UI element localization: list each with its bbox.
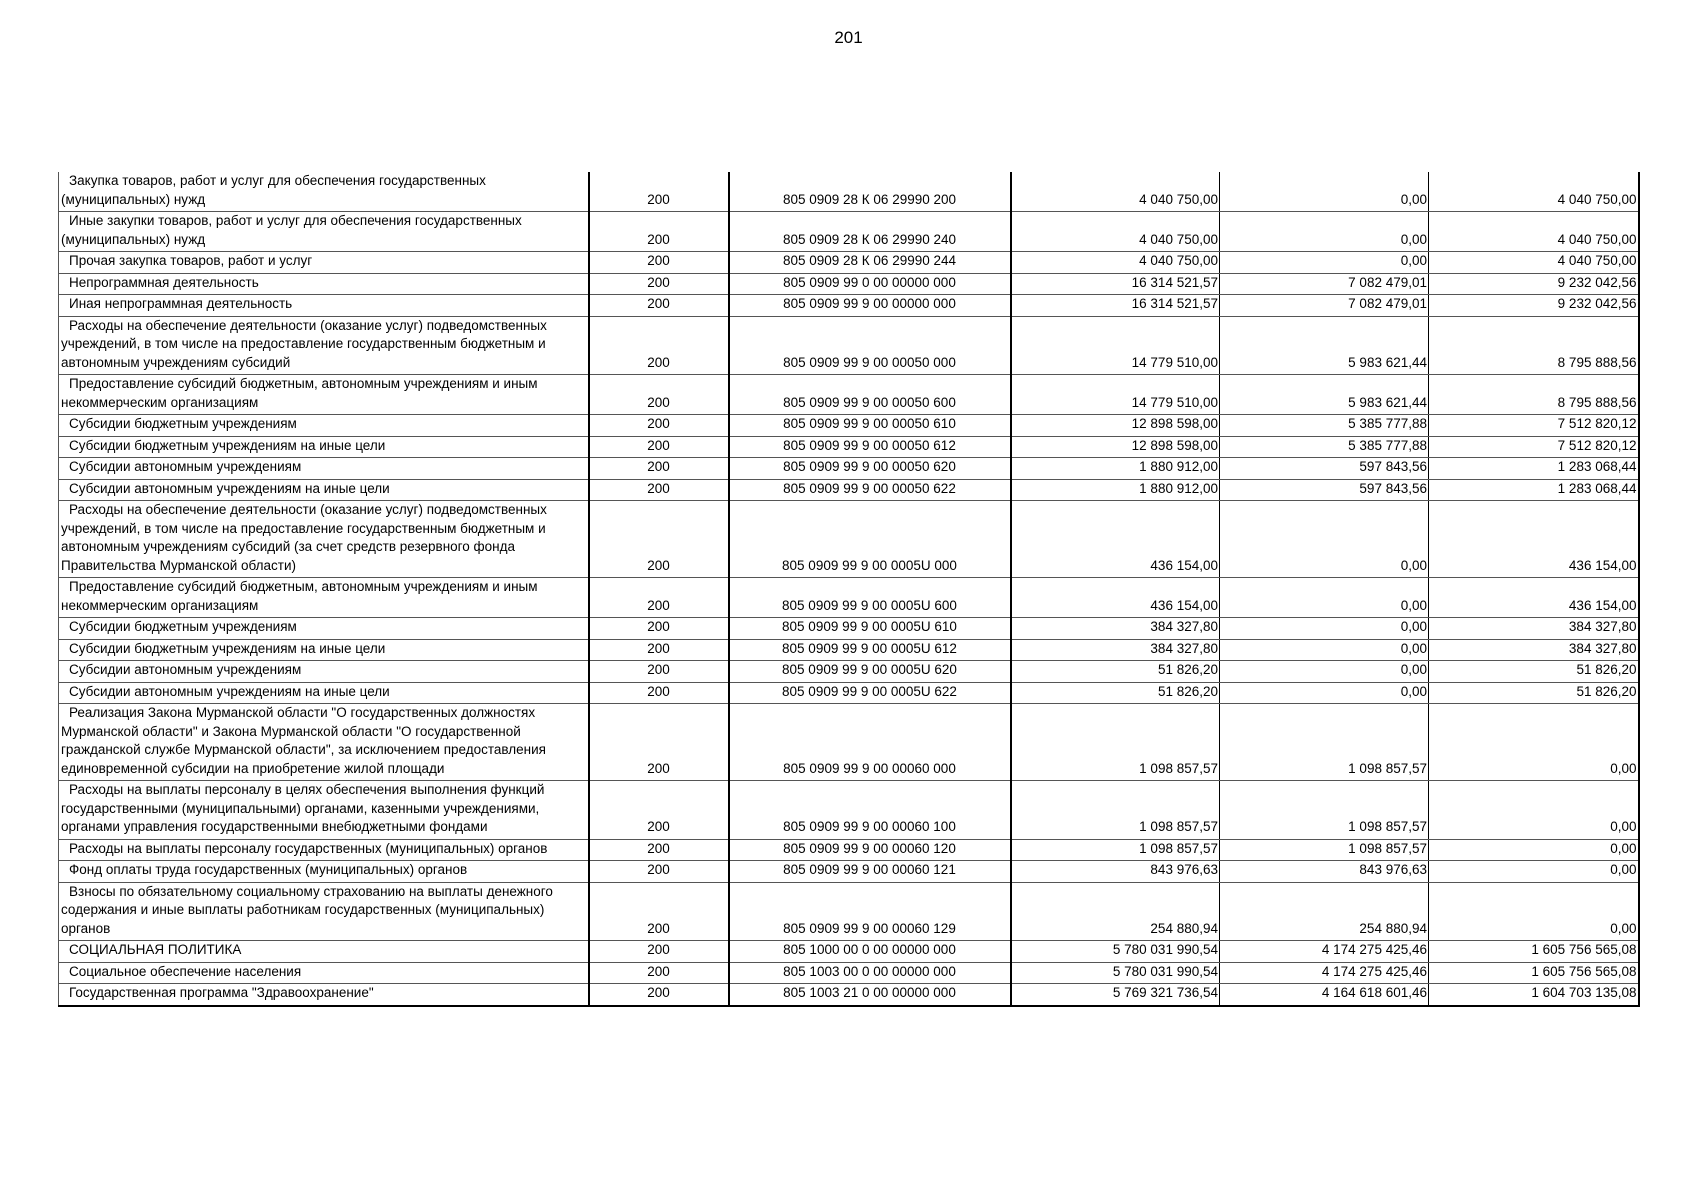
value-2-cell: 254 880,94 (1220, 882, 1429, 941)
table-row (59, 212, 1639, 252)
value-2-cell: 0,00 (1220, 252, 1429, 274)
value-3-cell: 51 826,20 (1429, 661, 1639, 683)
classification-cell: 805 0909 99 9 00 0005U 620 (729, 661, 1011, 683)
code-cell: 200 (589, 252, 729, 274)
value-3-cell: 1 605 756 565,08 (1429, 941, 1639, 963)
value-3-cell: 0,00 (1429, 704, 1639, 781)
expense-name-cell: Субсидии бюджетным учреждениям на иные цели (59, 436, 589, 458)
expense-name-cell: Фонд оплаты труда государственных (муниципальных) органов (59, 861, 589, 883)
classification-cell: 805 0909 99 9 00 0005U 612 (729, 639, 1011, 661)
value-1-cell: 843 976,63 (1011, 861, 1220, 883)
code-cell: 200 (589, 781, 729, 840)
value-3-cell: 7 512 820,12 (1429, 436, 1639, 458)
value-1-cell: 1 880 912,00 (1011, 479, 1220, 501)
classification-cell: 805 0909 99 9 00 00050 600 (729, 375, 1011, 415)
value-3-cell: 0,00 (1429, 781, 1639, 840)
expense-name-cell: Взносы по обязательному социальному страхованию на выплаты денежного содержания и иные выплаты работникам государственных (муниципальных) органов (59, 882, 589, 941)
code-cell: 200 (589, 639, 729, 661)
budget-table (58, 172, 1640, 1007)
value-2-cell: 5 983 621,44 (1220, 316, 1429, 375)
code-cell: 200 (589, 704, 729, 781)
code-cell: 200 (589, 861, 729, 883)
classification-cell: 805 0909 99 9 00 0005U 610 (729, 618, 1011, 640)
expense-name-cell: Расходы на выплаты персоналу в целях обеспечения выполнения функций государственными (муниципальными) органами, казенными учреждениями, органами управления государственными внебюджетными фондами (59, 781, 589, 840)
value-1-cell: 4 040 750,00 (1011, 212, 1220, 252)
table-row (59, 578, 1639, 618)
value-1-cell: 436 154,00 (1011, 578, 1220, 618)
table-row (59, 375, 1639, 415)
table-row (59, 273, 1639, 295)
value-2-cell: 0,00 (1220, 682, 1429, 704)
classification-cell: 805 0909 99 0 00 00000 000 (729, 273, 1011, 295)
expense-name-cell: Расходы на обеспечение деятельности (оказание услуг) подведомственных учреждений, в том числе на предоставление государственным бюджетным и автономным учреждениям субсидий (за счет средств резервного фонда Правительства Мурманской области) (59, 501, 589, 578)
expense-name-cell: Расходы на выплаты персоналу государственных (муниципальных) органов (59, 839, 589, 861)
table-row (59, 839, 1639, 861)
value-3-cell: 8 795 888,56 (1429, 375, 1639, 415)
value-2-cell: 0,00 (1220, 639, 1429, 661)
value-3-cell: 0,00 (1429, 861, 1639, 883)
value-3-cell: 0,00 (1429, 882, 1639, 941)
value-2-cell: 1 098 857,57 (1220, 704, 1429, 781)
value-3-cell: 0,00 (1429, 839, 1639, 861)
value-3-cell: 1 604 703 135,08 (1429, 984, 1639, 1006)
table-row (59, 962, 1639, 984)
table-row (59, 479, 1639, 501)
expense-name-cell: Субсидии автономным учреждениям (59, 458, 589, 480)
value-2-cell: 4 174 275 425,46 (1220, 962, 1429, 984)
value-2-cell: 7 082 479,01 (1220, 295, 1429, 317)
expense-name-cell: Предоставление субсидий бюджетным, автономным учреждениям и иным некоммерческим организациям (59, 375, 589, 415)
classification-cell: 805 0909 99 9 00 00050 612 (729, 436, 1011, 458)
classification-cell: 805 1003 21 0 00 00000 000 (729, 984, 1011, 1006)
code-cell: 200 (589, 882, 729, 941)
classification-cell: 805 0909 28 К 06 29990 240 (729, 212, 1011, 252)
value-3-cell: 4 040 750,00 (1429, 252, 1639, 274)
value-1-cell: 4 040 750,00 (1011, 252, 1220, 274)
value-2-cell: 597 843,56 (1220, 479, 1429, 501)
table-row (59, 458, 1639, 480)
table-row (59, 941, 1639, 963)
value-3-cell: 7 512 820,12 (1429, 415, 1639, 437)
expense-name-cell: Субсидии автономным учреждениям (59, 661, 589, 683)
code-cell: 200 (589, 962, 729, 984)
code-cell: 200 (589, 415, 729, 437)
value-3-cell: 9 232 042,56 (1429, 273, 1639, 295)
classification-cell: 805 0909 99 9 00 00060 120 (729, 839, 1011, 861)
code-cell: 200 (589, 316, 729, 375)
value-3-cell: 384 327,80 (1429, 618, 1639, 640)
value-1-cell: 254 880,94 (1011, 882, 1220, 941)
table-row (59, 781, 1639, 840)
expense-name-cell: Иная непрограммная деятельность (59, 295, 589, 317)
classification-cell: 805 0909 99 9 00 00050 610 (729, 415, 1011, 437)
value-1-cell: 5 780 031 990,54 (1011, 941, 1220, 963)
expense-name-cell: Субсидии бюджетным учреждениям (59, 415, 589, 437)
value-3-cell: 8 795 888,56 (1429, 316, 1639, 375)
value-1-cell: 1 098 857,57 (1011, 704, 1220, 781)
classification-cell: 805 0909 99 9 00 0005U 622 (729, 682, 1011, 704)
value-2-cell: 4 164 618 601,46 (1220, 984, 1429, 1006)
value-3-cell: 1 605 756 565,08 (1429, 962, 1639, 984)
table-row (59, 436, 1639, 458)
value-2-cell: 0,00 (1220, 212, 1429, 252)
value-1-cell: 436 154,00 (1011, 501, 1220, 578)
code-cell: 200 (589, 661, 729, 683)
table-row (59, 882, 1639, 941)
table-row (59, 316, 1639, 375)
code-cell: 200 (589, 375, 729, 415)
table-row (59, 252, 1639, 274)
value-1-cell: 14 779 510,00 (1011, 375, 1220, 415)
value-1-cell: 1 880 912,00 (1011, 458, 1220, 480)
value-1-cell: 384 327,80 (1011, 618, 1220, 640)
classification-cell: 805 0909 99 9 00 00050 620 (729, 458, 1011, 480)
classification-cell: 805 0909 99 9 00 00050 000 (729, 316, 1011, 375)
expense-name-cell: Субсидии автономным учреждениям на иные цели (59, 682, 589, 704)
table-row (59, 639, 1639, 661)
value-2-cell: 1 098 857,57 (1220, 781, 1429, 840)
value-1-cell: 12 898 598,00 (1011, 436, 1220, 458)
value-3-cell: 1 283 068,44 (1429, 458, 1639, 480)
code-cell: 200 (589, 578, 729, 618)
expense-name-cell: Расходы на обеспечение деятельности (оказание услуг) подведомственных учреждений, в том числе на предоставление государственным бюджетным и автономным учреждениям субсидий (59, 316, 589, 375)
value-3-cell: 384 327,80 (1429, 639, 1639, 661)
value-2-cell: 0,00 (1220, 501, 1429, 578)
classification-cell: 805 0909 99 9 00 00060 000 (729, 704, 1011, 781)
value-1-cell: 51 826,20 (1011, 661, 1220, 683)
value-2-cell: 5 385 777,88 (1220, 415, 1429, 437)
value-3-cell: 9 232 042,56 (1429, 295, 1639, 317)
code-cell: 200 (589, 273, 729, 295)
classification-cell: 805 0909 99 9 00 0005U 000 (729, 501, 1011, 578)
expense-name-cell: Субсидии бюджетным учреждениям (59, 618, 589, 640)
expense-name-cell: Закупка товаров, работ и услуг для обеспечения государственных (муниципальных) нужд (59, 172, 589, 212)
value-1-cell: 14 779 510,00 (1011, 316, 1220, 375)
table-row (59, 984, 1639, 1006)
page-number: 201 (834, 28, 863, 47)
table-row (59, 661, 1639, 683)
classification-cell: 805 0909 99 9 00 00050 622 (729, 479, 1011, 501)
value-2-cell: 597 843,56 (1220, 458, 1429, 480)
expense-name-cell: Субсидии бюджетным учреждениям на иные цели (59, 639, 589, 661)
expense-name-cell: Непрограммная деятельность (59, 273, 589, 295)
code-cell: 200 (589, 501, 729, 578)
value-1-cell: 16 314 521,57 (1011, 273, 1220, 295)
expense-name-cell: Государственная программа "Здравоохранение" (59, 984, 589, 1006)
budget-table-body (59, 172, 1639, 1006)
value-3-cell: 436 154,00 (1429, 501, 1639, 578)
value-1-cell: 12 898 598,00 (1011, 415, 1220, 437)
value-1-cell: 384 327,80 (1011, 639, 1220, 661)
value-1-cell: 1 098 857,57 (1011, 781, 1220, 840)
code-cell: 200 (589, 941, 729, 963)
value-2-cell: 1 098 857,57 (1220, 839, 1429, 861)
value-1-cell: 4 040 750,00 (1011, 172, 1220, 212)
value-3-cell: 51 826,20 (1429, 682, 1639, 704)
code-cell: 200 (589, 479, 729, 501)
expense-name-cell: Иные закупки товаров, работ и услуг для обеспечения государственных (муниципальных) нужд (59, 212, 589, 252)
classification-cell: 805 1003 00 0 00 00000 000 (729, 962, 1011, 984)
expense-name-cell: Прочая закупка товаров, работ и услуг (59, 252, 589, 274)
table-row (59, 501, 1639, 578)
classification-cell: 805 0909 99 9 00 00000 000 (729, 295, 1011, 317)
code-cell: 200 (589, 295, 729, 317)
classification-cell: 805 1000 00 0 00 00000 000 (729, 941, 1011, 963)
value-1-cell: 16 314 521,57 (1011, 295, 1220, 317)
value-1-cell: 5 780 031 990,54 (1011, 962, 1220, 984)
classification-cell: 805 0909 28 К 06 29990 244 (729, 252, 1011, 274)
value-1-cell: 51 826,20 (1011, 682, 1220, 704)
table-row (59, 415, 1639, 437)
code-cell: 200 (589, 172, 729, 212)
code-cell: 200 (589, 436, 729, 458)
value-3-cell: 436 154,00 (1429, 578, 1639, 618)
code-cell: 200 (589, 212, 729, 252)
expense-name-cell: Реализация Закона Мурманской области "О государственных должностях Мурманской области" и Закона Мурманской области "О государственной гражданской службе Мурманской области", за исключением предоставления единовременной субсидии на приобретение жилой площади (59, 704, 589, 781)
table-row (59, 618, 1639, 640)
value-3-cell: 4 040 750,00 (1429, 172, 1639, 212)
classification-cell: 805 0909 99 9 00 00060 121 (729, 861, 1011, 883)
value-2-cell: 5 983 621,44 (1220, 375, 1429, 415)
expense-name-cell: СОЦИАЛЬНАЯ ПОЛИТИКА (59, 941, 589, 963)
expense-name-cell: Субсидии автономным учреждениям на иные цели (59, 479, 589, 501)
value-1-cell: 1 098 857,57 (1011, 839, 1220, 861)
table-row (59, 295, 1639, 317)
value-2-cell: 0,00 (1220, 172, 1429, 212)
value-3-cell: 4 040 750,00 (1429, 212, 1639, 252)
value-2-cell: 5 385 777,88 (1220, 436, 1429, 458)
value-2-cell: 0,00 (1220, 661, 1429, 683)
table-row (59, 172, 1639, 212)
classification-cell: 805 0909 99 9 00 00060 129 (729, 882, 1011, 941)
code-cell: 200 (589, 458, 729, 480)
value-3-cell: 1 283 068,44 (1429, 479, 1639, 501)
classification-cell: 805 0909 99 9 00 00060 100 (729, 781, 1011, 840)
code-cell: 200 (589, 682, 729, 704)
table-row (59, 682, 1639, 704)
code-cell: 200 (589, 984, 729, 1006)
classification-cell: 805 0909 99 9 00 0005U 600 (729, 578, 1011, 618)
value-2-cell: 7 082 479,01 (1220, 273, 1429, 295)
value-2-cell: 843 976,63 (1220, 861, 1429, 883)
value-2-cell: 4 174 275 425,46 (1220, 941, 1429, 963)
code-cell: 200 (589, 618, 729, 640)
table-row (59, 861, 1639, 883)
expense-name-cell: Предоставление субсидий бюджетным, автономным учреждениям и иным некоммерческим организациям (59, 578, 589, 618)
value-2-cell: 0,00 (1220, 618, 1429, 640)
expense-name-cell: Социальное обеспечение населения (59, 962, 589, 984)
classification-cell: 805 0909 28 К 06 29990 200 (729, 172, 1011, 212)
table-row (59, 704, 1639, 781)
value-2-cell: 0,00 (1220, 578, 1429, 618)
value-1-cell: 5 769 321 736,54 (1011, 984, 1220, 1006)
code-cell: 200 (589, 839, 729, 861)
